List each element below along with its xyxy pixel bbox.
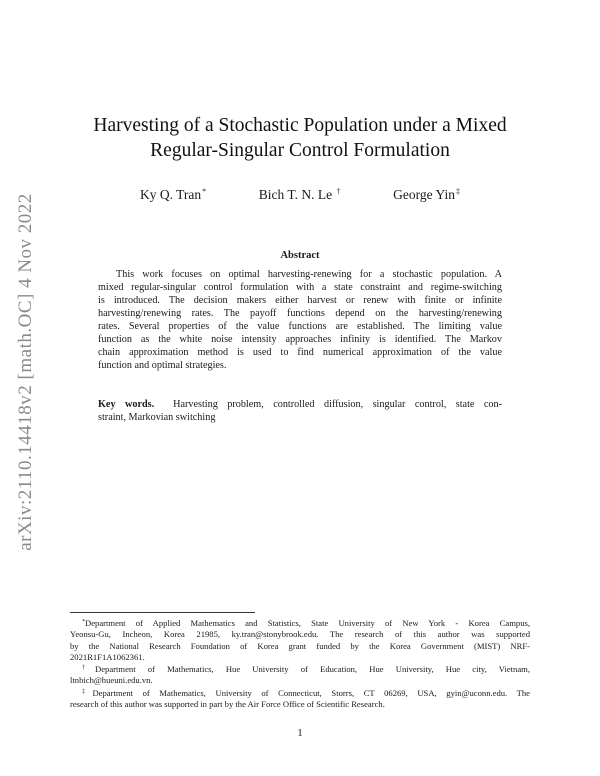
abstract-line: function and optimal strategies. bbox=[98, 360, 227, 371]
footnote bbox=[70, 687, 530, 711]
footnote-text: Department of Mathematics, University of Connecticut, Storrs, CT 06269, USA, gyin@uconn.edu. The bbox=[92, 687, 530, 698]
footnote-line: Yeonsu-Gu, Incheon, Korea 21985, ky.tran@stonybrook.edu. The research of this author was supported bbox=[70, 629, 530, 640]
footnote-text: Department of Applied Mathematics and Statistics, State University of New York - Korea Campus, bbox=[85, 618, 530, 628]
footnote-line bbox=[70, 617, 530, 629]
abstract-line: mixed regular-singular control formulation with a state constraint and regime-switching bbox=[98, 282, 502, 293]
author-name: Ky Q. Tran bbox=[140, 187, 202, 202]
abstract-line: rates. Several properties of the value functions are established. The limiting value bbox=[98, 321, 502, 332]
author-footnote-mark: * bbox=[202, 187, 207, 196]
abstract-line: is introduced. The decision makers either harvest or renew with finite or infinite bbox=[98, 295, 502, 306]
abstract-line: This work focuses on optimal harvesting-renewing for a stochastic population. A bbox=[116, 269, 502, 280]
keywords-line: straint, Markovian switching bbox=[98, 412, 216, 423]
author-footnote-mark: ‡ bbox=[455, 187, 460, 196]
footnote-mark: * bbox=[82, 619, 85, 625]
author bbox=[259, 187, 341, 203]
footnote-rule bbox=[70, 612, 255, 613]
title-line-2: Regular-Singular Control Formulation bbox=[150, 140, 450, 161]
footnote-line bbox=[70, 687, 530, 699]
footnote-line: by the National Research Foundation of Korea grant funded by the Korea Government (MIST) NRF- bbox=[70, 640, 530, 651]
footnote-line: ltnbich@hueuni.edu.vn. bbox=[70, 675, 153, 686]
abstract-line: chain approximation method is used to find numerical approximation of the value bbox=[98, 347, 502, 358]
abstract-heading: Abstract bbox=[280, 250, 320, 261]
author bbox=[140, 187, 206, 203]
title-line-1: Harvesting of a Stochastic Population under a Mixed bbox=[93, 115, 507, 136]
footnote-mark: † bbox=[82, 665, 96, 672]
author-name: Bich T. N. Le bbox=[258, 187, 336, 202]
page-number: 1 bbox=[297, 727, 303, 739]
author-list bbox=[140, 187, 460, 203]
arxiv-identifier bbox=[6, 192, 46, 552]
footnote bbox=[70, 663, 530, 687]
keywords-line bbox=[98, 398, 502, 411]
footnotes bbox=[70, 617, 530, 710]
keywords-label: Key words. bbox=[98, 399, 155, 410]
abstract-body bbox=[98, 268, 502, 372]
footnote bbox=[70, 617, 530, 663]
abstract-line: function as the white noise intensity approaches infinity is identified. The Markov bbox=[98, 334, 502, 345]
keywords bbox=[98, 398, 502, 424]
footnote-line: 2021R1F1A1062361. bbox=[70, 651, 145, 662]
footnote-line bbox=[70, 663, 530, 675]
footnote-line: research of this author was supported in part by the Air Force Office of Scientific Research. bbox=[70, 699, 385, 710]
author-name: George Yin bbox=[393, 187, 455, 202]
arxiv-identifier-text: arXiv:2110.14418v2 [math.OC] 4 Nov 2022 bbox=[15, 193, 37, 551]
keywords-text: Harvesting problem, controlled diffusion, singular control, state con- bbox=[173, 399, 502, 410]
paper-title bbox=[70, 113, 530, 163]
footnote-text: Department of Mathematics, Hue University of Education, Hue University, Hue city, Vietnam, bbox=[95, 664, 531, 675]
author-footnote-mark: † bbox=[336, 187, 341, 196]
abstract-line: harvesting/renewing rates. The payoff functions depend on the harvesting/renewing bbox=[98, 308, 502, 319]
author bbox=[393, 187, 460, 203]
footnote-mark: ‡ bbox=[82, 688, 93, 695]
